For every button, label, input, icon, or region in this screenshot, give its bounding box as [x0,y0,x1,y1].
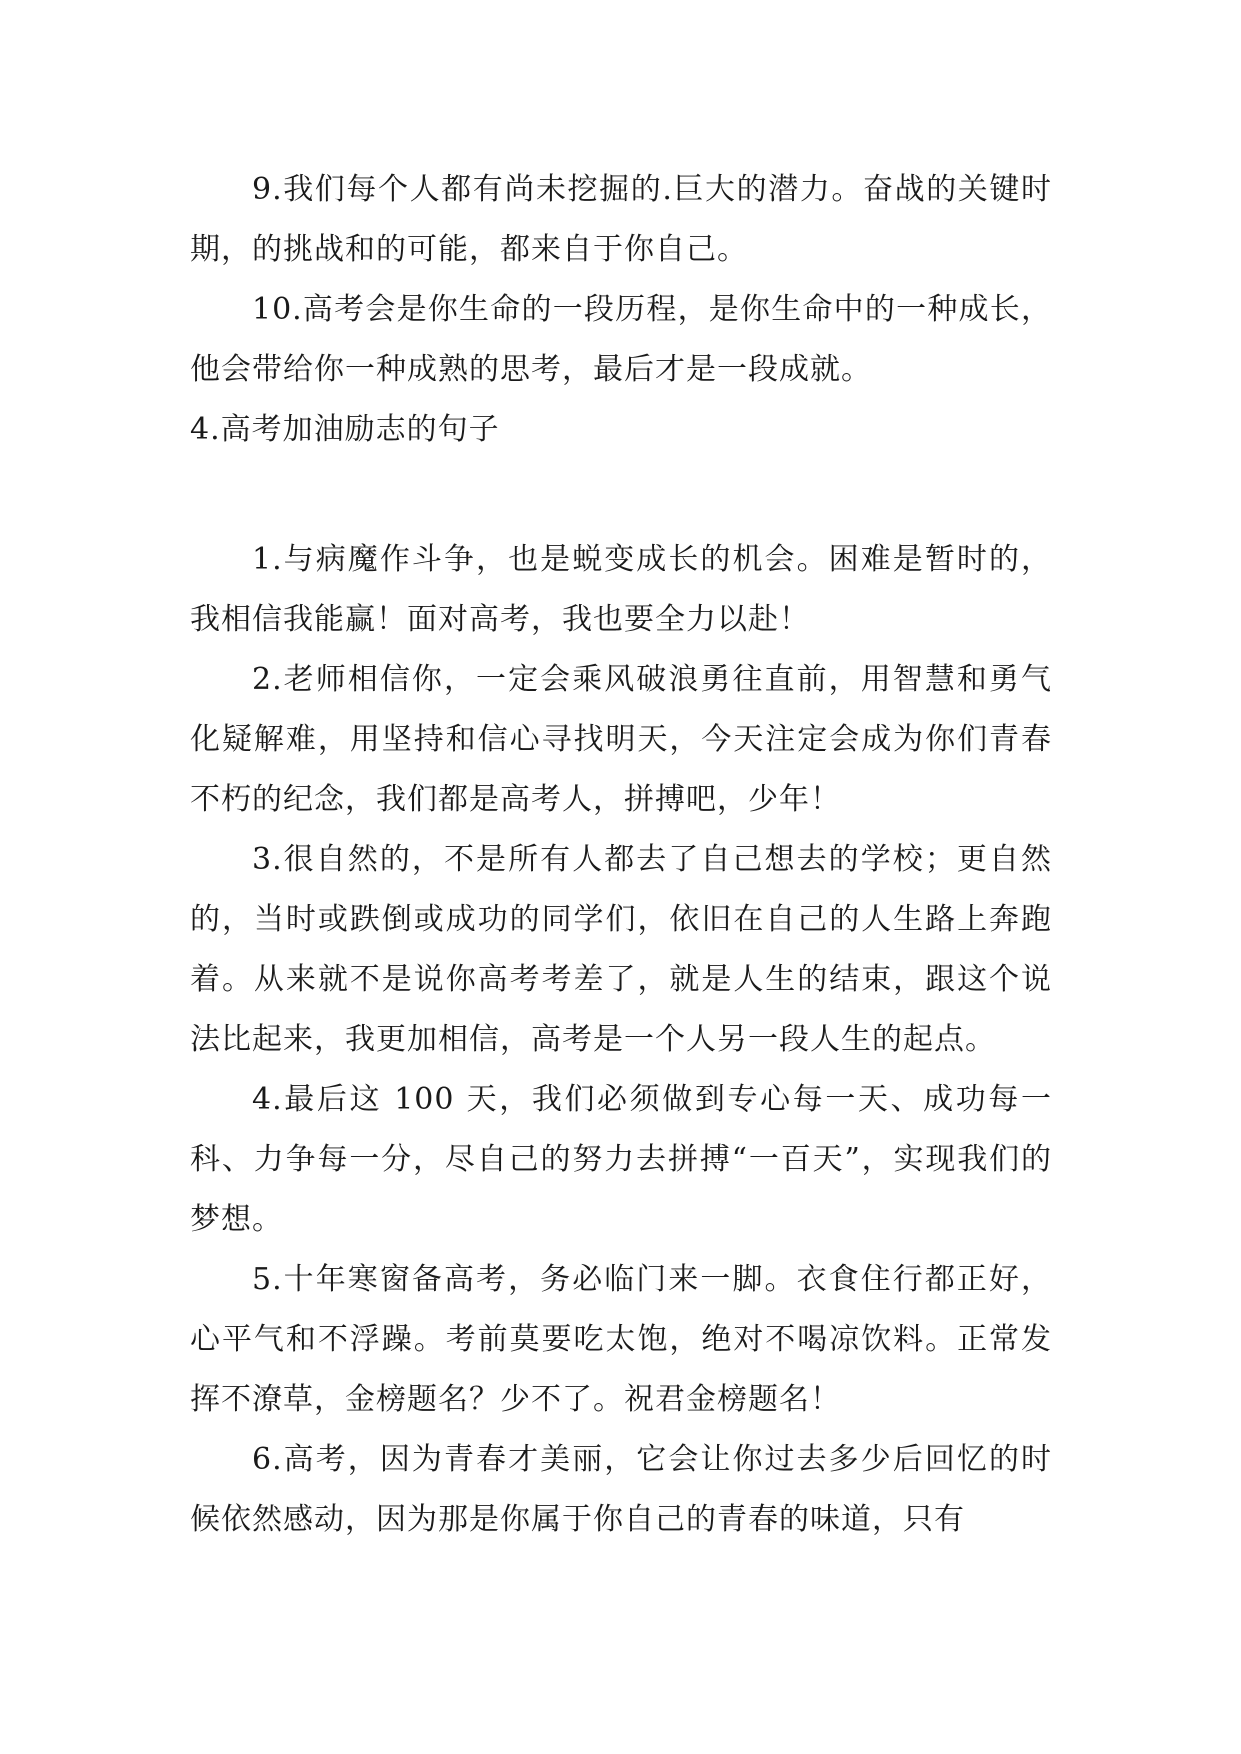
document-body [190,160,1052,1550]
paragraph-item-5: 5.十年寒窗备高考，务必临门来一脚。衣食住行都正好，心平气和不浮躁。考前莫要吃太饱，绝对不喝凉饮料。正常发挥不潦草，金榜题名？少不了。祝君金榜题名！ [190,1262,1052,1417]
section-spacer [190,460,1052,530]
paragraph-item-10: 10.高考会是你生命的一段历程，是你生命中的一种成长，他会带给你一种成熟的思考，最后才是一段成就。 [190,292,1052,387]
paragraph-item-3: 3.很自然的，不是所有人都去了自己想去的学校；更自然的，当时或跌倒或成功的同学们，依旧在自己的人生路上奔跑着。从来就不是说你高考考差了，就是人生的结束，跟这个说法比起来，我更加相信，高考是一个人另一段人生的起点。 [190,842,1052,1057]
paragraph-item-9: 9.我们每个人都有尚未挖掘的.巨大的潜力。奋战的关键时期，的挑战和的可能，都来自于你自己。 [190,172,1052,267]
paragraph-item-2: 2.老师相信你，一定会乘风破浪勇往直前，用智慧和勇气化疑解难，用坚持和信心寻找明天，今天注定会成为你们青春不朽的纪念，我们都是高考人，拼搏吧，少年！ [190,662,1052,817]
section-heading: 4.高考加油励志的句子 [190,412,500,447]
paragraph-item-6: 6.高考，因为青春才美丽，它会让你过去多少后回忆的时候依然感动，因为那是你属于你自己的青春的味道，只有 [190,1442,1052,1537]
paragraph-item-4: 4.最后这 100 天，我们必须做到专心每一天、成功每一科、力争每一分，尽自己的努力去拼搏“一百天”，实现我们的梦想。 [190,1082,1052,1237]
paragraph-item-1: 1.与病魔作斗争，也是蜕变成长的机会。困难是暂时的，我相信我能赢！面对高考，我也要全力以赴！ [190,542,1052,637]
